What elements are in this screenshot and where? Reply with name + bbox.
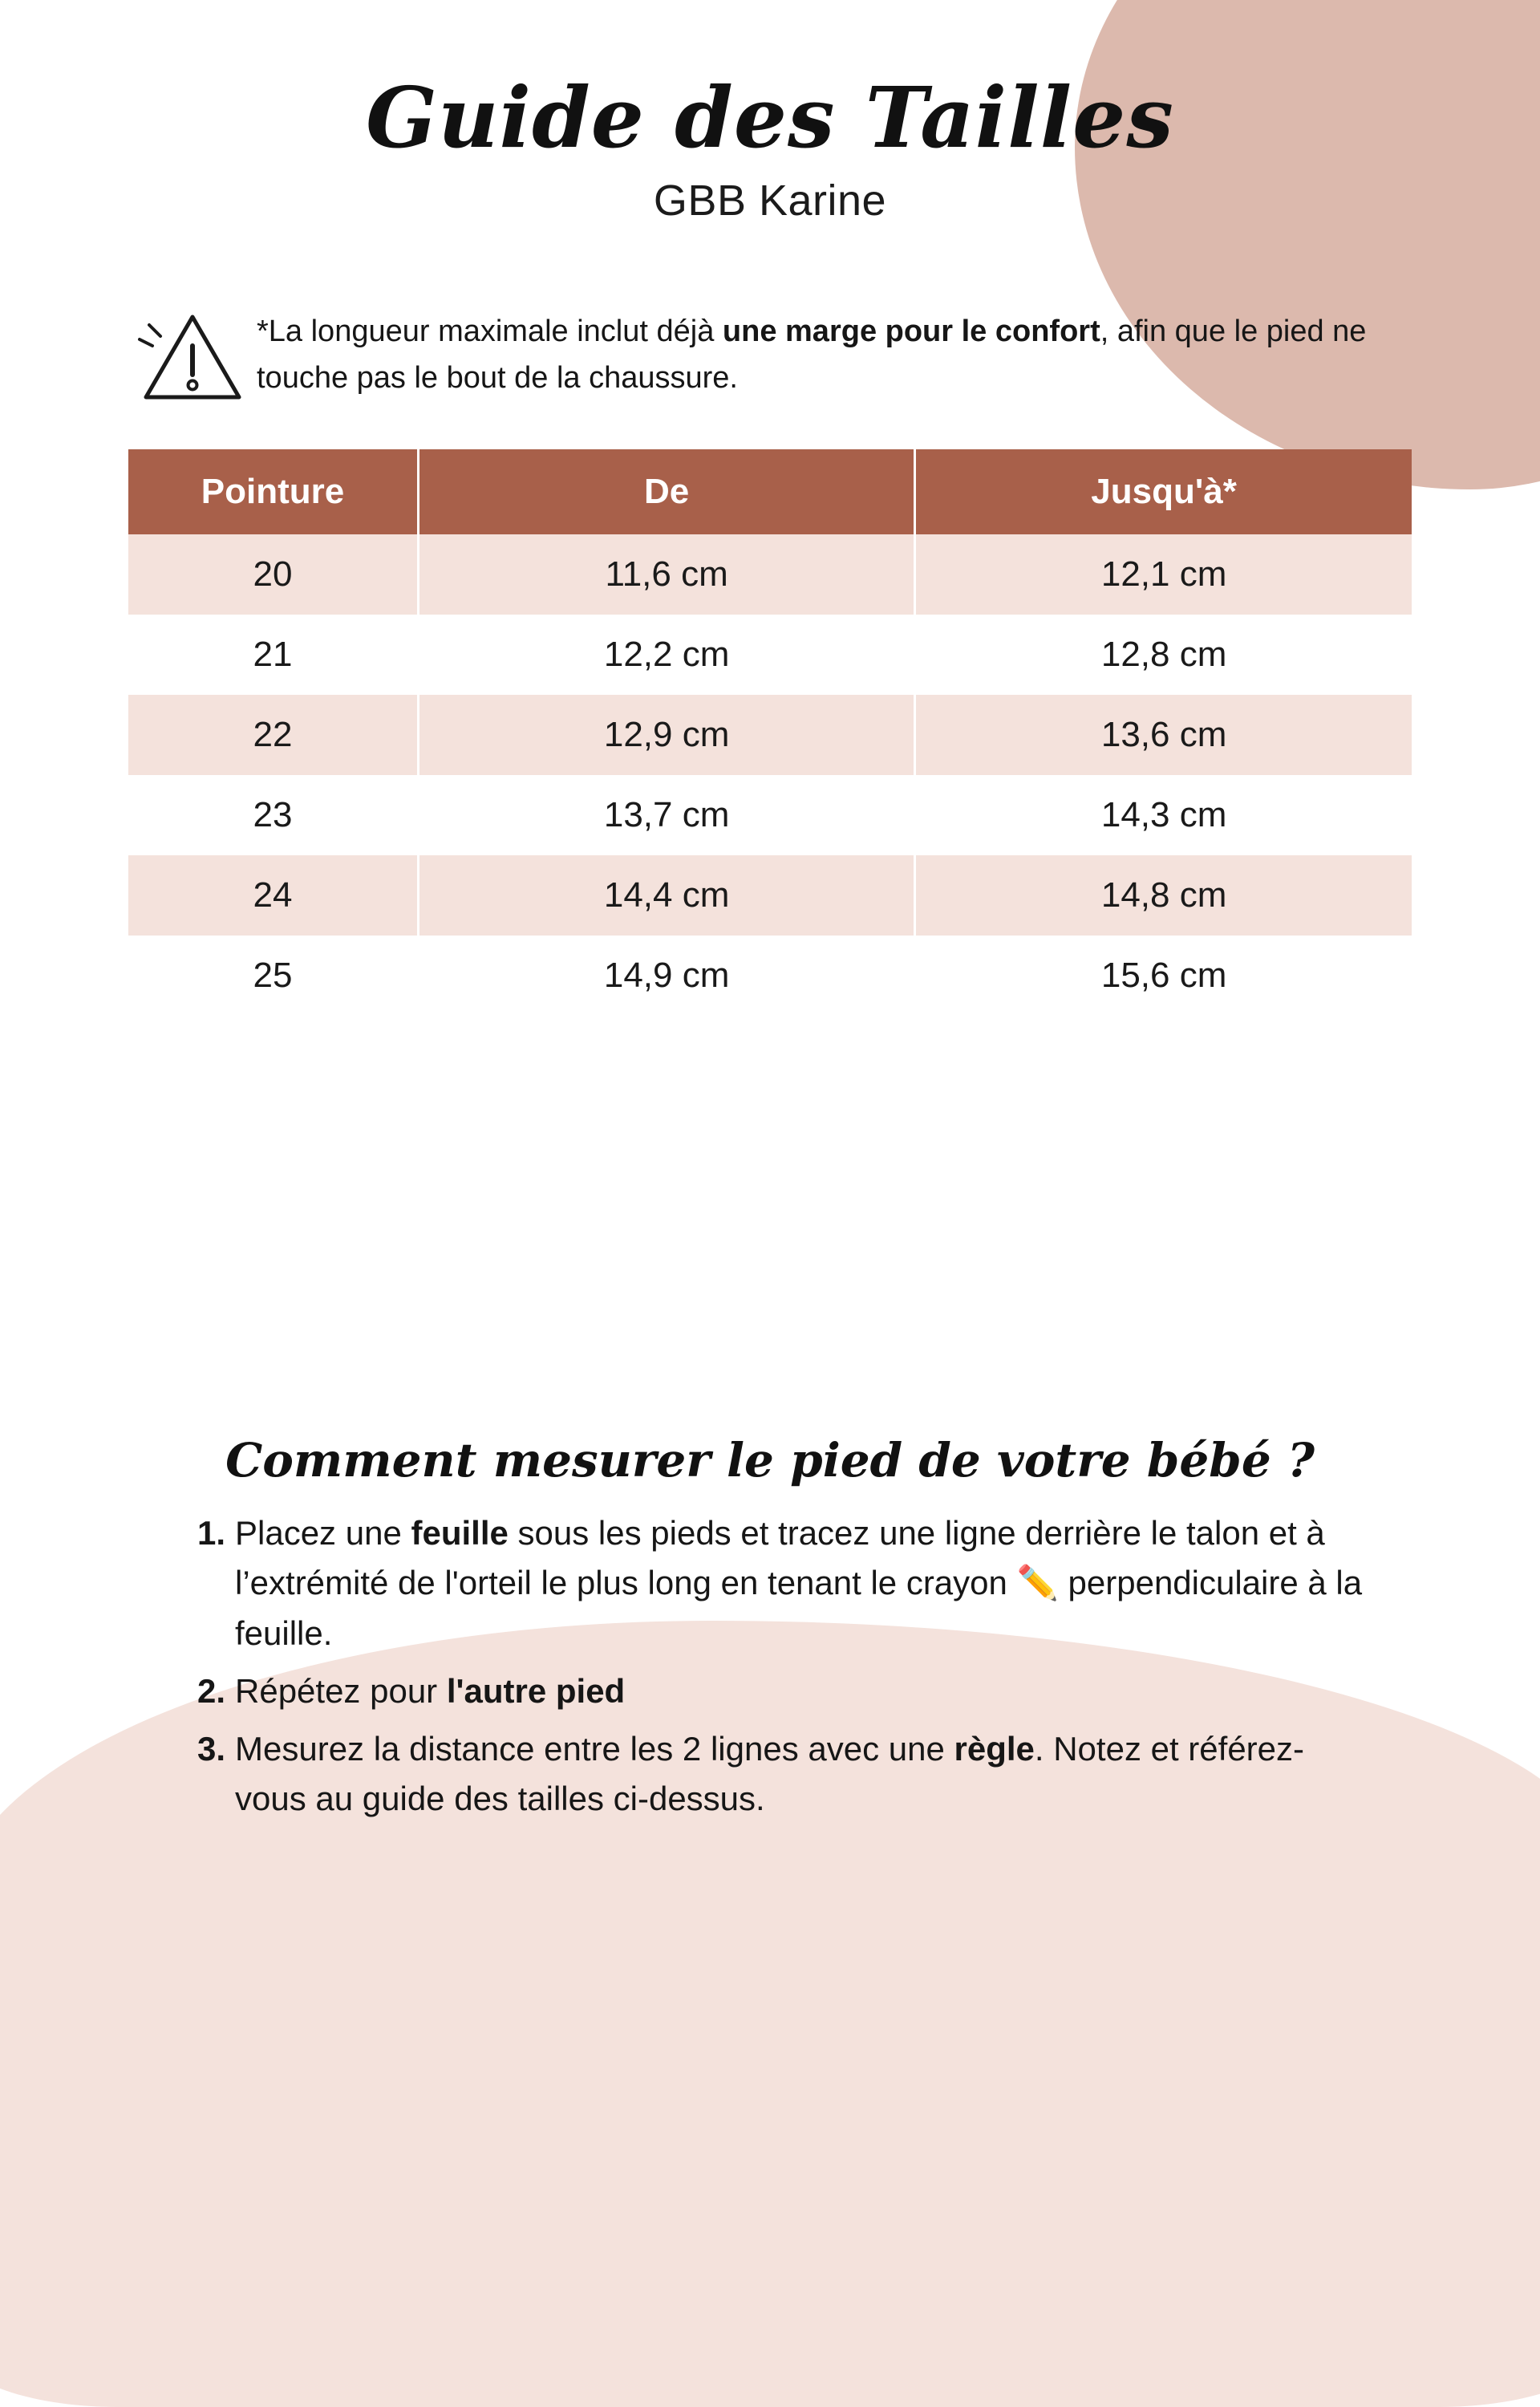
cell-size: 22 xyxy=(128,695,419,775)
table-row xyxy=(128,936,1412,1016)
comfort-note-text xyxy=(257,302,1420,402)
cell-to: 14,3 cm xyxy=(915,775,1412,855)
step-mid: . Notez et référez-vous au guide des tailles ci-dessus. xyxy=(235,1729,1305,1817)
step-bold: règle xyxy=(954,1729,1035,1768)
list-item xyxy=(172,1724,1368,1824)
table-row xyxy=(128,534,1412,615)
how-to-measure-steps xyxy=(172,1508,1368,1824)
cell-from: 11,6 cm xyxy=(419,534,915,615)
note-bold: une marge pour le confort xyxy=(722,315,1100,349)
cell-to: 13,6 cm xyxy=(915,695,1412,775)
step-bold: l'autre pied xyxy=(446,1671,626,1710)
cell-from: 13,7 cm xyxy=(419,775,915,855)
table-row xyxy=(128,615,1412,695)
note-part-1: *La longueur maximale inclut déjà xyxy=(257,315,723,349)
list-item xyxy=(172,1508,1368,1658)
table-header-row xyxy=(128,449,1412,534)
page-title: Guide des Tailles xyxy=(366,68,1174,167)
how-to-measure-title: Comment mesurer le pied de votre bébé ? xyxy=(225,1433,1315,1488)
page-header xyxy=(0,0,1540,225)
step-number: 1. xyxy=(197,1514,225,1553)
cell-from: 12,2 cm xyxy=(419,615,915,695)
step-text xyxy=(235,1724,1368,1824)
cell-size: 21 xyxy=(128,615,419,695)
size-table-wrapper xyxy=(128,449,1412,1016)
cell-to: 12,8 cm xyxy=(915,615,1412,695)
warning-triangle-icon xyxy=(136,307,257,416)
cell-size: 25 xyxy=(128,936,419,1016)
step-pre: Placez une xyxy=(235,1514,411,1553)
size-table xyxy=(128,449,1412,1016)
step-bold: feuille xyxy=(411,1514,509,1553)
header-pointure: Pointure xyxy=(128,449,419,534)
header-de: De xyxy=(419,449,915,534)
pencil-icon: ✏️ xyxy=(1016,1564,1059,1602)
cell-from: 14,9 cm xyxy=(419,936,915,1016)
comfort-note xyxy=(136,302,1420,416)
cell-from: 14,4 cm xyxy=(419,855,915,936)
list-item xyxy=(172,1666,1368,1716)
table-row xyxy=(128,695,1412,775)
page-subtitle: GBB Karine xyxy=(653,177,887,225)
step-post: perpendiculaire à la feuille. xyxy=(235,1564,1363,1652)
table-row xyxy=(128,775,1412,855)
header-jusqua: Jusqu'à* xyxy=(915,449,1412,534)
cell-to: 15,6 cm xyxy=(915,936,1412,1016)
step-pre: Répétez pour xyxy=(235,1671,447,1710)
note-part-2: , afin que le pied ne touche pas le bout de la chaussure. xyxy=(257,315,1367,395)
step-text xyxy=(235,1508,1368,1658)
step-text xyxy=(235,1666,1368,1716)
step-number: 3. xyxy=(197,1729,225,1768)
cell-to: 14,8 cm xyxy=(915,855,1412,936)
size-table-body xyxy=(128,534,1412,1016)
table-row xyxy=(128,855,1412,936)
step-number: 2. xyxy=(197,1671,225,1710)
step-mid: sous les pieds et tracez une ligne derrière le talon et à l’extrémité de l'orteil le plus long en tenant le crayon xyxy=(235,1514,1325,1602)
size-table-head xyxy=(128,449,1412,534)
cell-to: 12,1 cm xyxy=(915,534,1412,615)
step-pre: Mesurez la distance entre les 2 lignes avec une xyxy=(235,1729,954,1768)
cell-size: 23 xyxy=(128,775,419,855)
cell-size: 20 xyxy=(128,534,419,615)
cell-from: 12,9 cm xyxy=(419,695,915,775)
cell-size: 24 xyxy=(128,855,419,936)
